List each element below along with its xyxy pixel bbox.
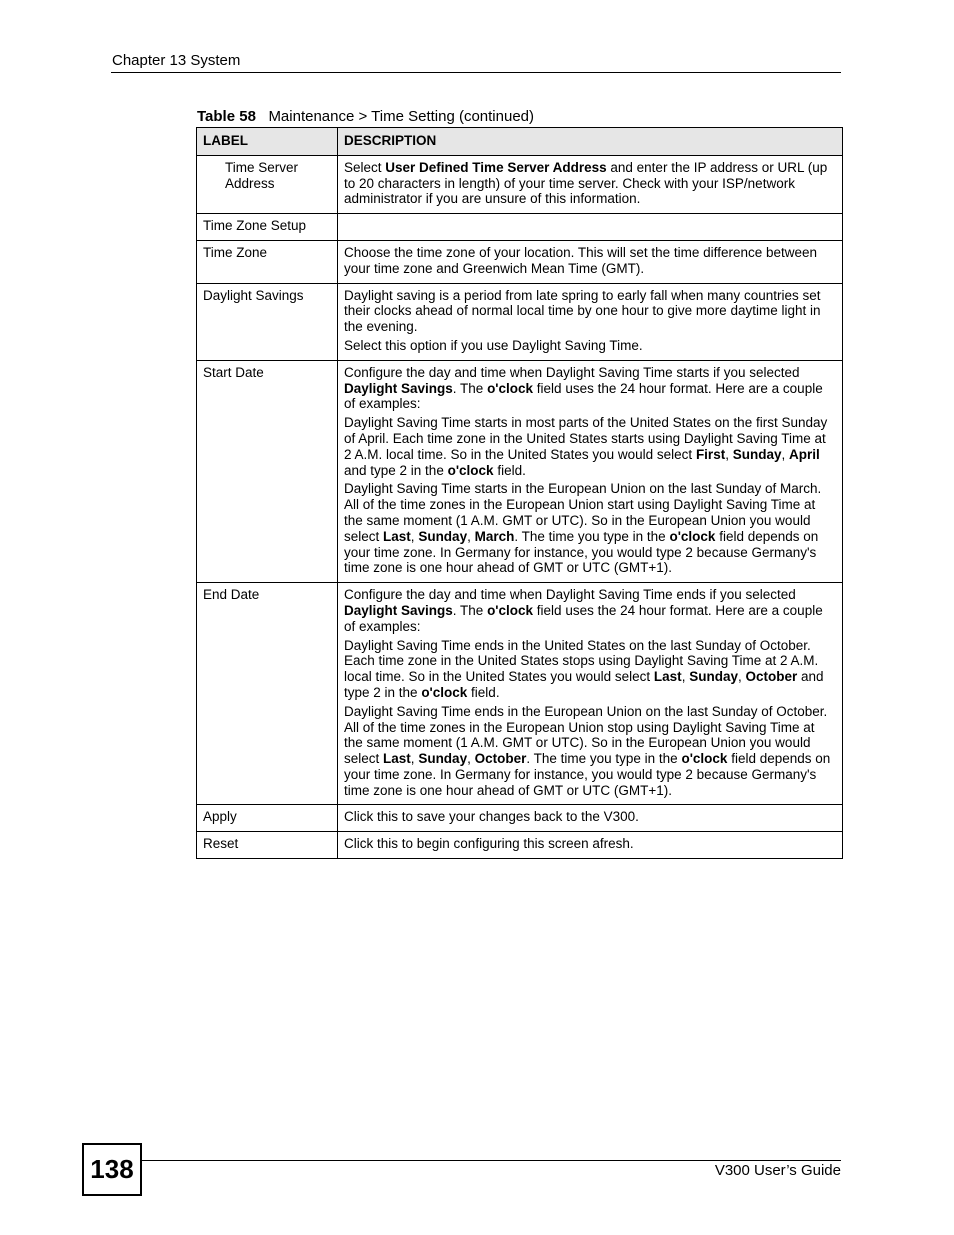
table-row <box>197 155 843 213</box>
text-run: Daylight Saving Time ends in the United States on the last Sunday of October. Each time zone in the United States stops using Daylight Saving Time at 2 A.M. local time. So in the United States you would select <box>344 637 819 685</box>
row-label: Daylight Savings <box>197 283 338 360</box>
description-paragraph <box>344 338 836 354</box>
bold-term: April <box>789 446 820 462</box>
table-number: Table 58 <box>197 108 256 125</box>
description-paragraph <box>344 288 836 335</box>
text-run: field. <box>467 684 500 700</box>
description-paragraph <box>344 809 836 825</box>
bold-term: March <box>474 528 515 544</box>
text-run: Daylight saving is a period from late spring to early fall when many countries set their clocks ahead of normal local time by one hour to give more daytime light in the evening. <box>344 287 821 335</box>
text-run: , <box>781 446 789 462</box>
bold-term: Sunday <box>418 528 468 544</box>
bold-term: Daylight Savings <box>344 380 453 396</box>
row-label: Reset <box>197 832 338 859</box>
table-row <box>197 832 843 859</box>
text-run: , <box>737 669 746 685</box>
table-row <box>197 283 843 360</box>
bold-term: o'clock <box>681 751 728 767</box>
bold-term: Last <box>383 751 411 767</box>
bold-term: Last <box>383 528 411 544</box>
description-paragraph <box>344 638 836 701</box>
footer-divider <box>140 1160 841 1161</box>
description-paragraph <box>344 415 836 478</box>
time-setting-table <box>196 127 843 859</box>
row-label: Time Zone Setup <box>197 214 338 241</box>
description-paragraph <box>344 365 836 412</box>
label-column-header: LABEL <box>197 128 338 156</box>
text-run: field. <box>493 462 526 478</box>
bold-term: o'clock <box>447 462 494 478</box>
text-run: Choose the time zone of your location. This will set the time difference between your time zone and Greenwich Mean Time (GMT). <box>344 244 818 276</box>
bold-term: Sunday <box>732 446 782 462</box>
text-run: , <box>410 751 419 767</box>
text-run: , <box>410 528 419 544</box>
text-run: field depends on your time zone. In Germany for instance, you would type 2 because Germany's time zone is one hour ahead of GMT or UTC (GMT+1). <box>344 751 831 798</box>
text-run: Daylight Saving Time starts in the European Union on the last Sunday of March. All of the time zones in the European Union start using Daylight Saving Time at the same moment (1 A.M. GMT or UTC). So in the European Union you would select <box>344 481 822 544</box>
row-label: Apply <box>197 805 338 832</box>
chapter-header: Chapter 13 System <box>112 52 241 69</box>
text-run: , <box>467 528 475 544</box>
text-run: . The <box>452 380 488 396</box>
description-paragraph <box>344 481 836 576</box>
text-run: Daylight Saving Time starts in most parts of the United States on the first Sunday of April. Each time zone in the United States starts using Daylight Saving Time at 2 A.M. local time. So in the United States you would select <box>344 415 828 462</box>
bold-term: o'clock <box>421 684 468 700</box>
row-description <box>338 214 843 241</box>
text-run: , <box>725 446 733 462</box>
row-description <box>338 155 843 213</box>
row-description <box>338 283 843 360</box>
bold-term: User Defined Time Server Address <box>385 159 607 175</box>
table-row <box>197 583 843 805</box>
description-column-header: DESCRIPTION <box>338 128 843 156</box>
text-run: Configure the day and time when Daylight Saving Time ends if you selected <box>344 587 796 603</box>
bold-term: Daylight Savings <box>344 602 453 618</box>
row-label: Time Server Address <box>197 155 338 213</box>
table-row <box>197 805 843 832</box>
bold-term: Last <box>653 669 682 685</box>
bold-term: Sunday <box>418 751 468 767</box>
text-run: , <box>467 751 475 767</box>
row-description <box>338 805 843 832</box>
text-run: Configure the day and time when Daylight Saving Time starts if you selected <box>344 364 800 380</box>
text-run: Select this option if you use Daylight Saving Time. <box>344 337 643 353</box>
text-run: Select <box>344 159 386 175</box>
table-caption <box>197 108 534 125</box>
description-paragraph <box>344 160 836 207</box>
table-header-row <box>197 128 843 156</box>
text-run: Click this to begin configuring this screen afresh. <box>344 836 634 852</box>
row-label: Time Zone <box>197 240 338 283</box>
page-number: 138 <box>82 1143 142 1196</box>
row-description <box>338 583 843 805</box>
guide-title: V300 User’s Guide <box>714 1162 841 1179</box>
bold-term: o'clock <box>669 528 716 544</box>
description-paragraph <box>344 836 836 852</box>
table-row <box>197 214 843 241</box>
bold-term: October <box>474 751 527 767</box>
bold-term: Sunday <box>689 669 738 685</box>
text-run: Daylight Saving Time ends in the European Union on the last Sunday of October. All of the time zones in the European Union stop using Daylight Saving Time at the same moment (1 A.M. GMT or UTC). So in the European Union you would select <box>344 703 828 767</box>
text-run: and type 2 in the <box>344 669 824 700</box>
bold-term: October <box>745 669 798 685</box>
text-run: Click this to save your changes back to the V300. <box>344 809 639 825</box>
row-label: Start Date <box>197 360 338 582</box>
text-run: and type 2 in the <box>344 462 448 478</box>
description-paragraph <box>344 704 836 799</box>
text-run: field uses the 24 hour format. Here are a couple of examples: <box>344 380 823 412</box>
table-title: Maintenance > Time Setting (continued) <box>268 108 535 125</box>
text-run: , <box>681 669 690 685</box>
text-run: field depends on your time zone. In Germany for instance, you would type 2 because Germany's time zone is one hour ahead of GMT or UTC (GMT+1). <box>344 528 819 576</box>
header-divider <box>111 72 841 73</box>
text-run: . The time you type in the <box>526 751 682 767</box>
text-run: field uses the 24 hour format. Here are a couple of examples: <box>344 602 823 634</box>
text-run: . The time you type in the <box>514 528 670 544</box>
bold-term: First <box>695 446 726 462</box>
table-row <box>197 240 843 283</box>
row-description <box>338 360 843 582</box>
text-run: and enter the IP address or URL (up to 20 characters in length) of your time server. Check with your ISP/network administrator if you are unsure of this information. <box>344 159 828 207</box>
description-paragraph <box>344 245 836 277</box>
table-row <box>197 360 843 582</box>
description-paragraph <box>344 587 836 634</box>
bold-term: o'clock <box>487 602 534 618</box>
row-description <box>338 240 843 283</box>
bold-term: o'clock <box>487 380 534 396</box>
row-description <box>338 832 843 859</box>
row-label: End Date <box>197 583 338 805</box>
table-body <box>197 155 843 858</box>
text-run: . The <box>452 602 488 618</box>
